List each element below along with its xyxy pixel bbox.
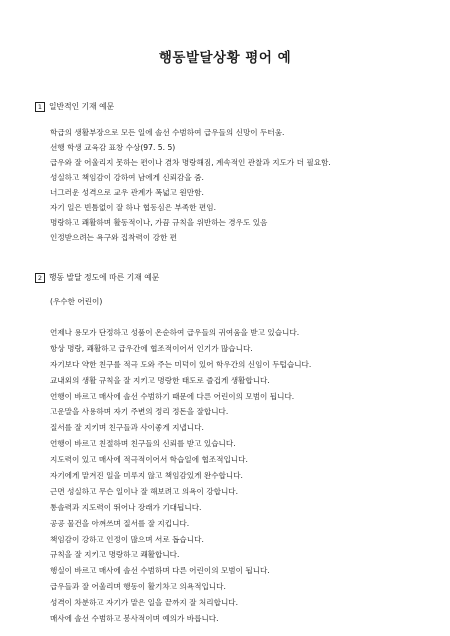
list-item: 자기 일은 빈틈없이 잘 하나 협동심은 부족한 편임. — [50, 203, 217, 212]
list-item: 교내외의 생활 규칙을 잘 지키고 명랑한 태도로 즐겁게 생활합니다. — [50, 375, 270, 385]
general-examples-list — [50, 125, 331, 245]
list-item: 지도력이 있고 매사에 적극적이어서 학습일에 협조적입니다. — [50, 455, 248, 465]
level-examples-list — [50, 325, 311, 627]
list-item: 선행 학생 교육감 표창 수상(97. 5. 5) — [50, 143, 176, 152]
list-item: 자기에게 맡겨진 일을 미루지 않고 책임감있게 완수합니다. — [50, 471, 243, 481]
list-item: 고운말을 사용하며 자기 주변의 정리 정돈을 잘합니다. — [50, 407, 229, 417]
list-item: 성격이 차분하고 자기가 맡은 일을 끝까지 잘 처리합니다. — [50, 598, 239, 608]
list-item: 자기보다 약한 친구를 적극 도와 주는 미덕이 있어 학우간의 신임이 두텁습니다. — [50, 359, 312, 369]
list-item: 질서를 잘 지키며 친구들과 사이좋게 지냅니다. — [50, 423, 204, 433]
document-title: 행동발달상황 평어 예 — [158, 50, 292, 66]
list-item: 매사에 솔선 수범하고 봉사적이며 예의가 바릅니다. — [50, 614, 219, 624]
list-item: 성실하고 책임감이 강하여 남에게 신뢰감을 줌. — [50, 173, 204, 182]
section-heading-text: 행동 발달 정도에 따른 기재 예문 — [49, 273, 160, 282]
list-item: 언행이 바르고 친절하며 친구들의 신뢰를 받고 있습니다. — [50, 439, 236, 449]
list-item: 명랑하고 쾌활하며 활동적이나, 가끔 규칙을 위반하는 경우도 있음 — [50, 218, 268, 227]
list-item: 언행이 바르고 매사에 솔선 수범하기 때문에 다른 어린이의 모범이 됩니다. — [50, 391, 295, 401]
list-item: 규칙을 잘 지키고 명랑하고 쾌활합니다. — [50, 550, 180, 560]
list-item: 통솔력과 지도력이 뛰어나 장래가 기대됩니다. — [50, 502, 202, 512]
list-item: 항상 명랑, 쾌활하고 급우간에 협조적이어서 인기가 많습니다. — [50, 343, 253, 353]
section-heading-text: 일반적인 기재 예문 — [49, 102, 115, 111]
list-item: 공공 물건을 아껴쓰며 질서를 잘 지킵니다. — [50, 518, 190, 528]
list-item: 근면 성실하고 무슨 일이나 잘 해보려고 의욕이 강합니다. — [50, 486, 239, 496]
list-item: 인정받으려는 욕구와 집착력이 강한 편 — [50, 233, 178, 242]
list-item: 언제나 용모가 단정하고 성품이 온순하여 급우들의 귀여움을 받고 있습니다. — [50, 328, 300, 337]
list-item: 급우들과 잘 어울리며 행동이 활기차고 의욕적입니다. — [50, 582, 226, 592]
section-number-box: 1 — [35, 102, 45, 112]
section-general-heading — [35, 101, 114, 112]
list-item: 너그러운 성격으로 교우 관계가 폭넓고 원만함. — [50, 188, 204, 197]
excellent-student-label: (우수한 어린이) — [50, 297, 103, 306]
list-item: 학급의 생활부장으로 모든 일에 솔선 수범하여 급우들의 신망이 두터움. — [50, 128, 285, 137]
section-level-heading — [35, 272, 159, 283]
list-item: 책임감이 강하고 인정이 많으며 서로 돕습니다. — [50, 534, 204, 544]
list-item: 급우와 잘 어울리지 못하는 편이나 겸차 명랑해짐, 계속적인 관찰과 지도가 더 필요함. — [50, 158, 331, 167]
section-number-box: 2 — [35, 273, 45, 283]
list-item: 행실이 바르고 매사에 솔선 수범하며 다른 어린이의 모범이 됩니다. — [50, 566, 270, 576]
